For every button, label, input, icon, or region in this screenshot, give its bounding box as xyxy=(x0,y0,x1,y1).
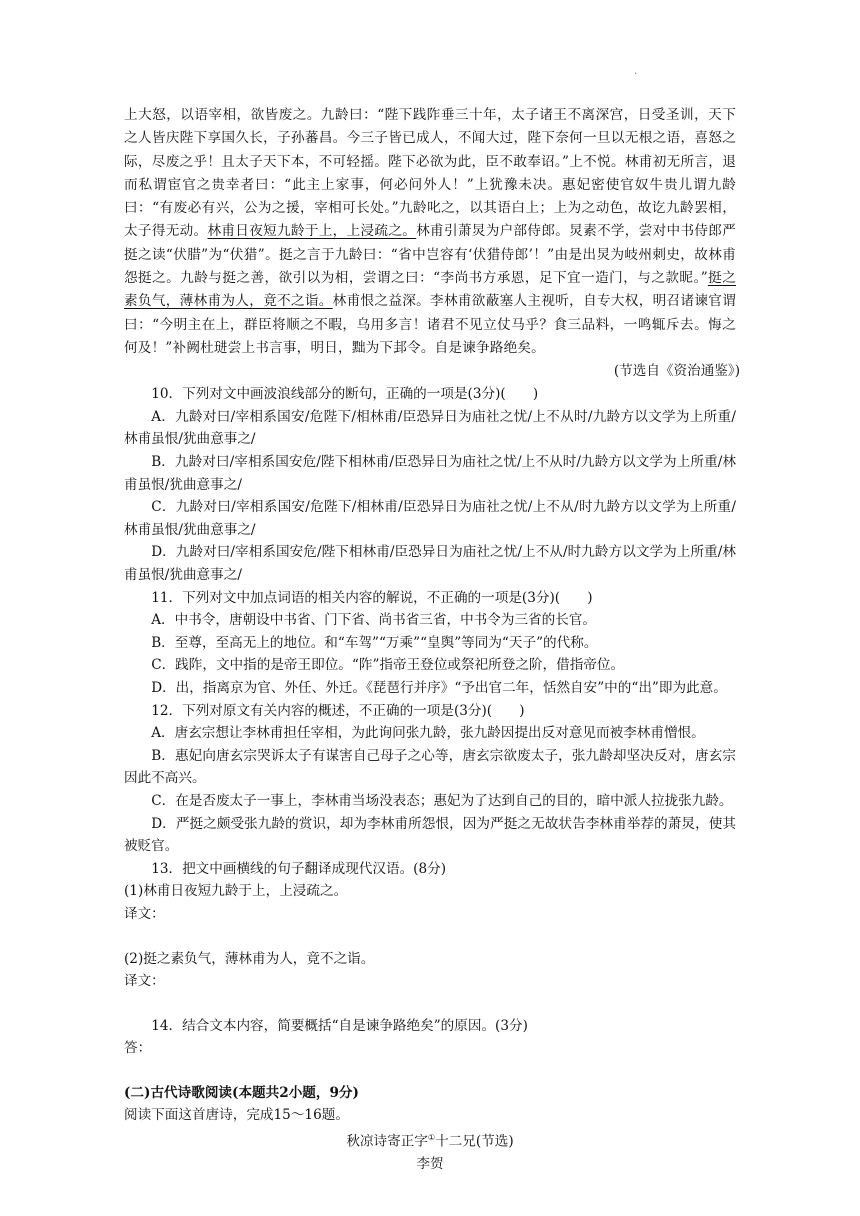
question-13-sentence-1: (1)林甫日夜短九龄于上，上浸疏之。 xyxy=(124,883,348,900)
question-13 xyxy=(124,858,736,1015)
question-10-option-b[interactable]: B．九龄对曰/宰相系国安危/陛下相林甫/臣恐异日为庙社之忧/上不从时/九龄方以文学为上所重/林甫虽恨/犹曲意事之/ xyxy=(124,454,736,493)
underlined-sentence-2: 挺之素负气，薄林甫为人，竟不之诣。 xyxy=(124,270,736,310)
question-11-option-d[interactable]: D．出，指离京为官、外任、外迁。《琵琶行并序》“予出官二年，恬然自安”中的“出”即为此意。 xyxy=(151,679,727,696)
poem-title-part-2: 十二兄(节选) xyxy=(435,1133,514,1150)
question-12-option-d[interactable]: D．严挺之颇受张九龄的赏识，却为李林甫所怨恨，因为严挺之无故状告李林甫举荐的萧炅，使其被贬官。 xyxy=(124,815,736,855)
passage-text-2: 林甫引萧炅为户部侍郎。炅素不学，尝对中书侍郎严挺之读“伏腊”为“伏猎”。挺之言于九龄曰：“省中岂容有‘伏猎侍郎’！”由是出炅为岐州刺史，故林甫怨挺之。九龄与挺之善，欲引以为相，尝谓之曰：“李尚书方承恩，足下宜一造门，与之款昵。” xyxy=(124,223,736,287)
question-11-option-c[interactable]: C．践阼，文中指的是帝王即位。“阼”指帝王登位或祭祀所登之阶，借指帝位。 xyxy=(151,657,625,674)
section-intro: 阅读下面这首唐诗，完成15～16题。 xyxy=(124,1107,349,1124)
question-10 xyxy=(124,383,736,586)
question-10-option-c[interactable]: C．九龄对曰/宰相系国安/危陛下/相林甫/臣恐异日为庙社之忧/上不从/时九龄方以文学为上所重/林甫虽恨/犹曲意事之/ xyxy=(124,499,736,538)
underlined-sentence-1: 林甫日夜短九龄于上，上浸疏之。 xyxy=(207,223,417,240)
content-column xyxy=(124,104,740,1176)
question-13-stem: 13．把文中画横线的句子翻译成现代汉语。(8分) xyxy=(151,860,447,877)
question-12-option-a[interactable]: A．唐玄宗想让李林甫担任宰相，为此询问张九龄，张九龄因提出反对意见而被李林甫憎恨。 xyxy=(151,725,705,742)
footnote-marker: ① xyxy=(427,1133,436,1143)
question-14 xyxy=(124,1015,736,1082)
question-11-stem: 11．下列对文中加点词语的相关内容的解说，不正确的一项是(3分)( ) xyxy=(151,589,593,606)
answer-label-translation-1[interactable]: 译文： xyxy=(124,905,165,922)
question-10-option-a[interactable]: A．九龄对曰/宰相系国安/危陛下/相林甫/臣恐异日为庙社之忧/上不从时/九龄方以文学为上所重/林甫虽恨/犹曲意事之/ xyxy=(124,408,736,448)
question-12-option-b[interactable]: B．惠妃向唐玄宗哭诉太子有谋害自己母子之心等，唐玄宗欲废太子，张九龄却坚决反对，唐玄宗因此不高兴。 xyxy=(124,747,736,787)
answer-label-translation-2[interactable]: 译文： xyxy=(124,973,165,990)
answer-space-1[interactable] xyxy=(124,926,736,948)
question-12-stem: 12．下列对原文有关内容的概述，不正确的一项是(3分)( ) xyxy=(151,702,525,719)
classical-passage xyxy=(124,104,736,360)
answer-space-14[interactable] xyxy=(124,1060,736,1082)
question-12 xyxy=(124,700,736,858)
poem-title xyxy=(124,1127,736,1153)
section-heading: (二)古代诗歌阅读(本题共2小题，9分) xyxy=(124,1084,359,1101)
question-14-stem: 14．结合文本内容，简要概括“自是谏争路绝矣”的原因。(3分) xyxy=(151,1017,528,1034)
question-10-stem: 10．下列对文中画波浪线部分的断句，正确的一项是(3分)( ) xyxy=(151,386,539,403)
question-11 xyxy=(124,587,736,700)
passage-source: (节选自《资治通鉴》) xyxy=(613,363,740,380)
passage-text-3: 林甫恨之益深。李林甫欲蔽塞人主视听，自专大权，明召诸谏官谓曰：“今明主在上，群臣将顺之不暇，乌用多言！诸君不见立仗马乎？食三品料，一鸣辄斥去。悔之何及！”补阙杜琎尝上书言事，明日，黜为下邽令。自是谏争路绝矣。 xyxy=(124,293,736,356)
answer-space-2[interactable] xyxy=(124,993,736,1015)
passage-text-1: 上大怒，以语宰相，欲皆废之。九龄曰：“陛下践阼垂三十年，太子诸王不离深宫，日受圣训，天下之人皆庆陛下享国久长，子孙蕃昌。今三子皆已成人，不闻大过，陛下奈何一旦以无根之语，喜怒之际，尽废之乎！且太子天下本，不可轻摇。陛下必欲为此，臣不敢奉诏。”上不悦。林甫初无所言，退而私谓宦官之贵幸者曰：“此主上家事，何必问外人！”上犹豫未决。惠妃密使官奴牛贵儿谓九龄曰：“有废必有兴，公为之援，宰相可长处。”九龄叱之，以其语白上；上为之动色，故讫九龄罢相，太子得无动。 xyxy=(124,107,736,240)
section-poetry xyxy=(124,1082,736,1176)
answer-label-14[interactable]: 答： xyxy=(124,1040,152,1057)
poem-author: 李贺 xyxy=(416,1156,444,1173)
question-11-option-a[interactable]: A．中书令，唐朝设中书省、门下省、尚书省三省，中书令为三省的长官。 xyxy=(151,612,597,629)
question-13-sentence-2: (2)挺之素负气，薄林甫为人，竟不之诣。 xyxy=(124,950,375,967)
question-10-option-d[interactable]: D．九龄对曰/宰相系国安危/陛下相林甫/臣恐异日为庙社之忧/上不从/时九龄方以文学为上所重/林甫虽恨/犹曲意事之/ xyxy=(124,544,736,584)
poem-title-part-1: 秋凉诗寄正字 xyxy=(346,1133,428,1150)
question-11-option-b[interactable]: B．至尊，至高无上的地位。和“车驾”“万乘”“皇舆”等同为“天子”的代称。 xyxy=(151,634,598,651)
question-12-option-c[interactable]: C．在是否废太子一事上，李林甫当场没表态；惠妃为了达到自己的目的，暗中派人拉拢张九龄。 xyxy=(151,792,733,809)
page-marker: . xyxy=(634,66,638,77)
